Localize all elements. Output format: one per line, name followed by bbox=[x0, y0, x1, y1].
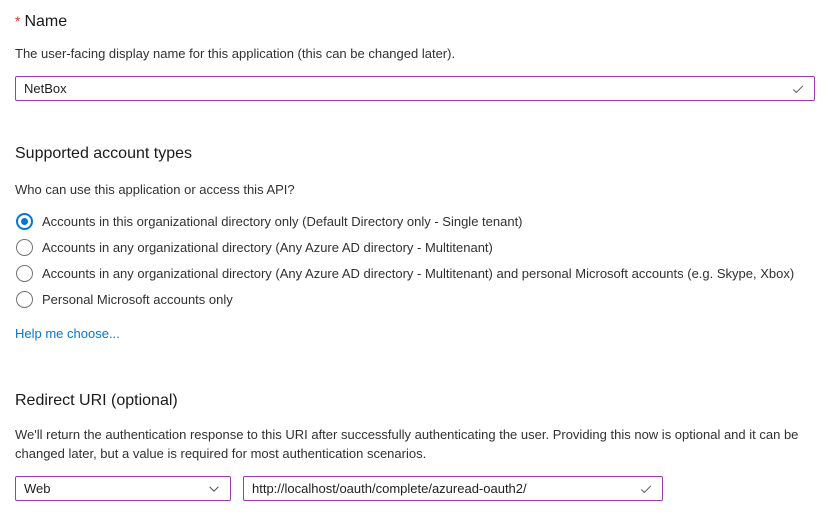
redirect-uri-input-box bbox=[243, 476, 663, 501]
platform-select-value: Web bbox=[24, 481, 51, 496]
redirect-uri-description: We'll return the authentication response to this URI after successfully authenticating the user. Providing this now is optional and it can be changed later, but a value is required for most authentication scenarios. bbox=[15, 427, 799, 461]
checkmark-icon bbox=[791, 82, 805, 96]
name-section bbox=[15, 11, 815, 101]
name-input[interactable] bbox=[16, 81, 791, 96]
radio-icon bbox=[16, 291, 33, 308]
radio-option-personal-only[interactable]: Personal Microsoft accounts only bbox=[15, 286, 815, 312]
radio-option-single-tenant[interactable]: Accounts in this organizational directory only (Default Directory only - Single tenant) bbox=[15, 208, 815, 234]
name-heading bbox=[15, 11, 815, 32]
redirect-uri-section bbox=[15, 391, 815, 501]
help-me-choose-link[interactable]: Help me choose... bbox=[15, 326, 120, 341]
name-heading-label: Name bbox=[24, 13, 68, 30]
radio-icon bbox=[16, 213, 33, 230]
account-types-heading: Supported account types bbox=[15, 145, 193, 162]
name-input-box bbox=[15, 76, 815, 101]
redirect-uri-controls bbox=[15, 476, 815, 501]
chevron-down-icon bbox=[207, 482, 221, 496]
account-types-question: Who can use this application or access this API? bbox=[15, 182, 295, 197]
checkmark-icon bbox=[639, 482, 653, 496]
platform-select[interactable] bbox=[15, 476, 231, 501]
redirect-uri-input[interactable] bbox=[244, 481, 639, 496]
radio-option-multitenant[interactable]: Accounts in any organizational directory (Any Azure AD directory - Multitenant) bbox=[15, 234, 815, 260]
account-types-section bbox=[15, 144, 815, 343]
radio-icon bbox=[16, 265, 33, 282]
required-asterisk: * bbox=[15, 13, 21, 29]
radio-icon bbox=[16, 239, 33, 256]
radio-option-multitenant-personal[interactable]: Accounts in any organizational directory (Any Azure AD directory - Multitenant) and personal Microsoft accounts (e.g. Skype, Xbox) bbox=[15, 260, 815, 286]
redirect-uri-heading: Redirect URI (optional) bbox=[15, 392, 178, 409]
account-type-radio-group bbox=[15, 208, 815, 312]
name-description: The user-facing display name for this application (this can be changed later). bbox=[15, 46, 456, 61]
